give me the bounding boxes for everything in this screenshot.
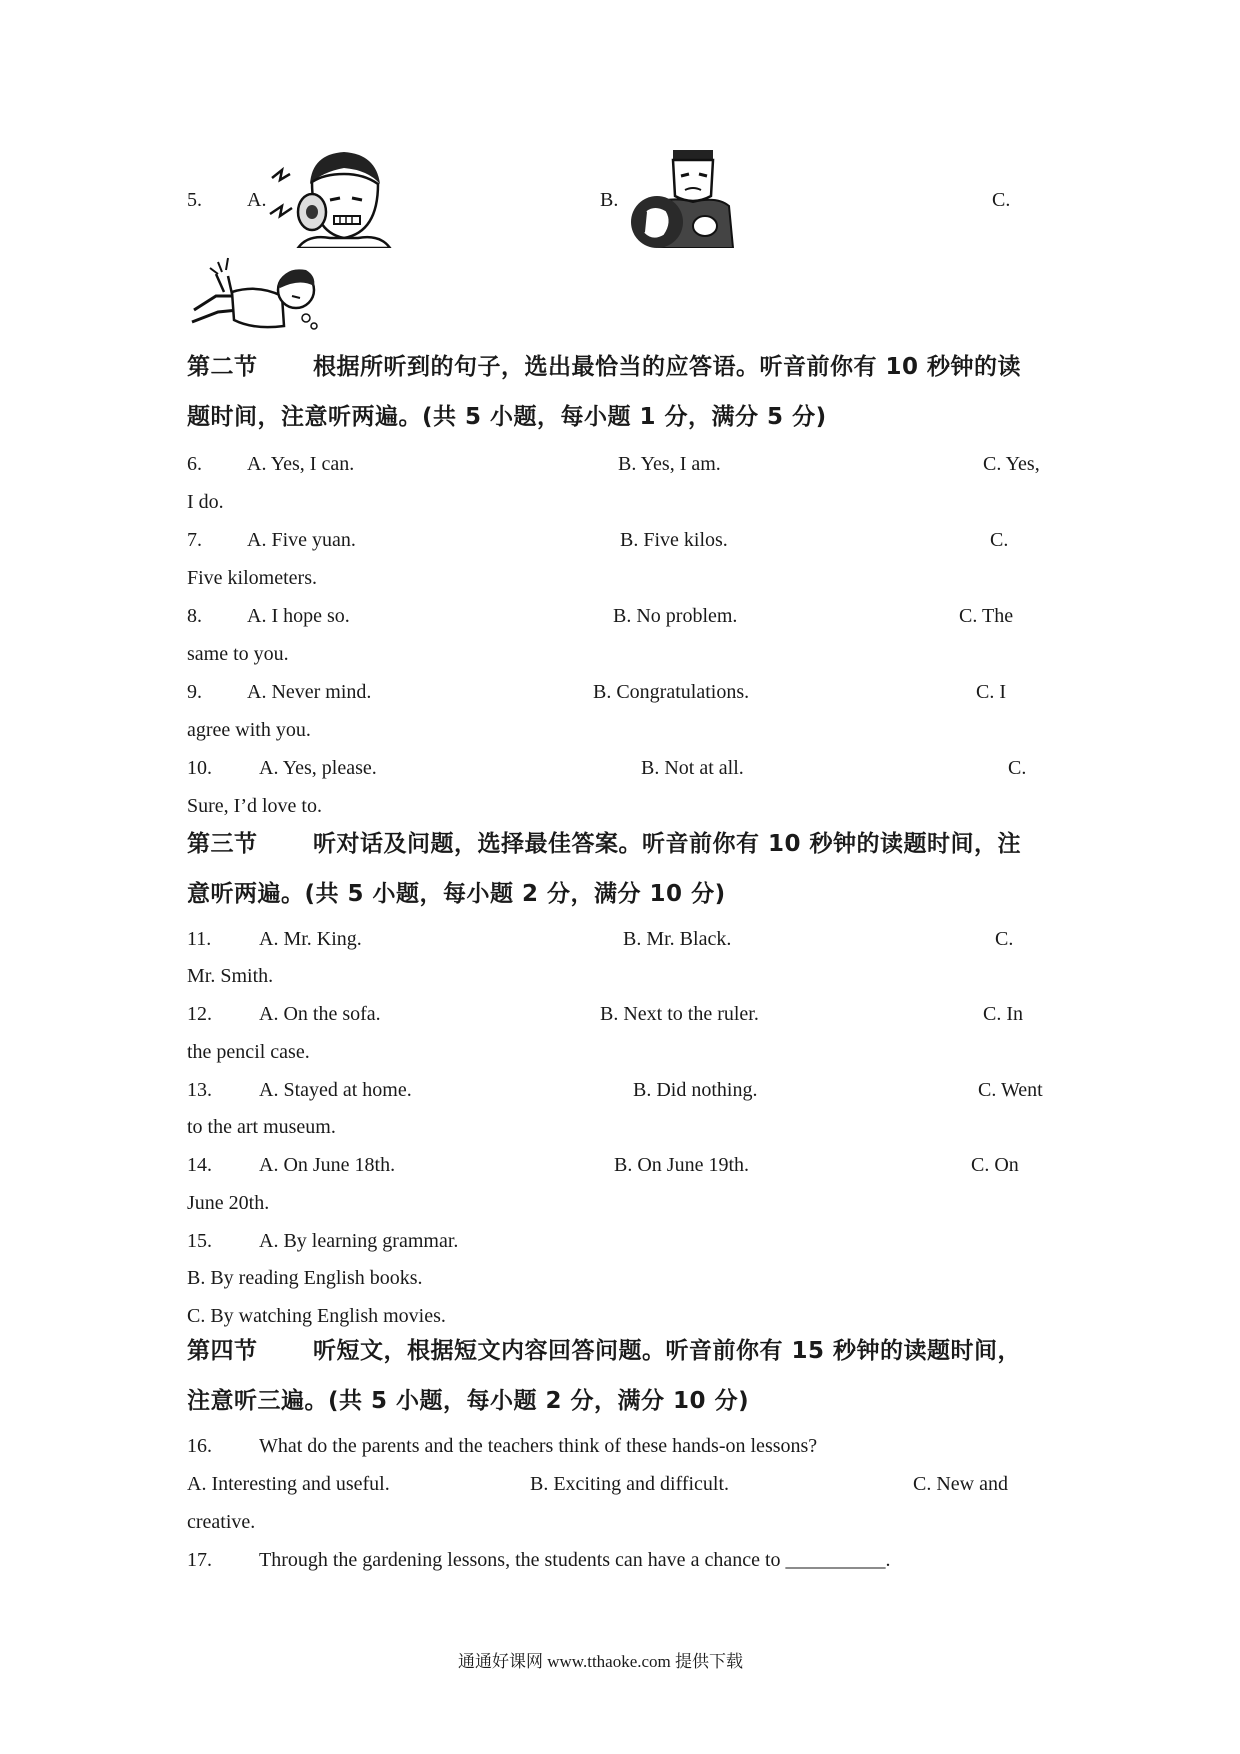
option-c: C. Yes, <box>983 453 1040 475</box>
section3-title: 第三节 <box>187 831 258 857</box>
option-a: A. By learning grammar. <box>259 1230 459 1252</box>
option-b: B. Five kilos. <box>620 529 728 551</box>
question-number: 14. <box>187 1154 212 1176</box>
option-a: A. On the sofa. <box>259 1003 381 1025</box>
option-c-continued: I do. <box>187 491 224 513</box>
option-c: C. On <box>971 1154 1019 1176</box>
option-c-continued: agree with you. <box>187 719 311 741</box>
question-number: 13. <box>187 1079 212 1101</box>
option-c-continued: Five kilometers. <box>187 567 317 589</box>
q5-option-b-picture <box>625 148 740 248</box>
section3-instruction-line2: 意听两遍。(共 5 小题，每小题 2 分，满分 10 分) <box>187 881 726 907</box>
q5-number: 5. <box>187 189 202 211</box>
option-c: C. <box>990 529 1009 551</box>
option-c-continued: Sure, I’d love to. <box>187 795 322 817</box>
question-number: 16. <box>187 1435 212 1457</box>
option-b: B. Exciting and difficult. <box>530 1473 730 1495</box>
question-number: 17. <box>187 1549 212 1571</box>
question-number: 15. <box>187 1230 212 1252</box>
section4-title: 第四节 <box>187 1338 258 1364</box>
option-b: B. Next to the ruler. <box>600 1003 759 1025</box>
option-b: B. By reading English books. <box>187 1267 423 1289</box>
option-a: A. I hope so. <box>247 605 350 627</box>
option-a: A. Stayed at home. <box>259 1079 412 1101</box>
question-number: 12. <box>187 1003 212 1025</box>
option-a: A. Mr. King. <box>259 928 362 950</box>
option-b: B. Yes, I am. <box>618 453 721 475</box>
option-b: B. Mr. Black. <box>623 928 732 950</box>
option-a: A. Five yuan. <box>247 529 356 551</box>
question-number: 7. <box>187 529 202 551</box>
section3-instruction-line1: 听对话及问题，选择最佳答案。听音前你有 10 秒钟的读题时间，注 <box>313 831 1022 857</box>
q5-option-b-label: B. <box>600 189 619 211</box>
option-c: C. In <box>983 1003 1023 1025</box>
section2-title: 第二节 <box>187 354 258 380</box>
question-text: What do the parents and the teachers think of these hands-on lessons? <box>259 1435 818 1457</box>
question-text: Through the gardening lessons, the students can have a chance to __________. <box>259 1549 891 1571</box>
option-b: B. On June 19th. <box>614 1154 749 1176</box>
q5-option-c-label: C. <box>992 189 1011 211</box>
option-a: A. Yes, please. <box>259 757 377 779</box>
option-c: C. The <box>959 605 1014 627</box>
option-c: C. <box>1008 757 1027 779</box>
option-c: C. I <box>976 681 1006 703</box>
option-b: B. No problem. <box>613 605 738 627</box>
option-c: C. Went <box>978 1079 1043 1101</box>
option-a: A. Never mind. <box>247 681 372 703</box>
option-c: C. <box>995 928 1014 950</box>
option-a: A. Interesting and useful. <box>187 1473 390 1495</box>
option-b: B. Congratulations. <box>593 681 750 703</box>
section4-instruction-line2: 注意听三遍。(共 5 小题，每小题 2 分，满分 10 分) <box>187 1388 750 1414</box>
question-number: 9. <box>187 681 202 703</box>
q5-option-a-picture <box>268 148 398 248</box>
question-number: 8. <box>187 605 202 627</box>
option-c-continued: same to you. <box>187 643 289 665</box>
option-c: C. New and <box>913 1473 1008 1495</box>
option-c-continued: to the art museum. <box>187 1116 336 1138</box>
section4-instruction-line1: 听短文，根据短文内容回答问题。听音前你有 15 秒钟的读题时间， <box>313 1338 1022 1364</box>
option-b: B. Did nothing. <box>633 1079 758 1101</box>
q5-option-c-picture <box>188 256 323 334</box>
question-number: 10. <box>187 757 212 779</box>
option-c-continued: the pencil case. <box>187 1041 310 1063</box>
section2-instruction-line1: 根据所听到的句子，选出最恰当的应答语。听音前你有 10 秒钟的读 <box>313 354 1022 380</box>
option-c-continued: creative. <box>187 1511 256 1533</box>
option-c: C. By watching English movies. <box>187 1305 446 1327</box>
question-number: 11. <box>187 928 212 950</box>
page-footer: 通通好课网 www.tthaoke.com 提供下载 <box>458 1652 744 1671</box>
option-c-continued: Mr. Smith. <box>187 965 274 987</box>
option-a: A. Yes, I can. <box>247 453 355 475</box>
section2-instruction-line2: 题时间，注意听两遍。(共 5 小题，每小题 1 分，满分 5 分) <box>187 404 827 430</box>
option-a: A. On June 18th. <box>259 1154 396 1176</box>
question-number: 6. <box>187 453 202 475</box>
q5-option-a-label: A. <box>247 189 267 211</box>
option-c-continued: June 20th. <box>187 1192 270 1214</box>
option-b: B. Not at all. <box>641 757 744 779</box>
